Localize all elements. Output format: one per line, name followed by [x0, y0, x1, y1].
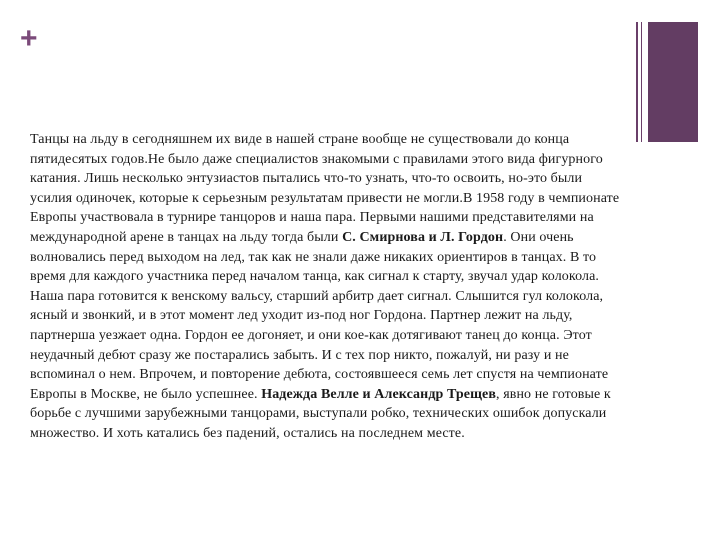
bold-names-velle-treshchev: Надежда Велле и Александр Трещев — [261, 386, 496, 402]
plus-icon: + — [20, 22, 38, 55]
text-part-3: , явно не готовые к борьбе с лучшими зарубежными танцорами, выступали робко, технических ошибок допускали множество. И хоть катались без падений, остались на последнем месте. — [30, 386, 611, 441]
accent-line-right — [641, 22, 642, 142]
bold-names-smirnova-gordon: С. Смирнова и Л. Гордон — [342, 229, 504, 245]
accent-line-left — [636, 22, 638, 142]
body-paragraph — [30, 130, 620, 444]
accent-purple-block — [648, 22, 698, 142]
text-part-1: Танцы на льду в сегодняшнем их виде в нашей стране вообще не существовали до конца пятидесятых годов.Не было даже специалистов знакомыми с правилами этого вида фигурного катания. Лишь несколько энтузиастов пытались что-то узнать, что-то освоить, но-это были усилия одиночек, которые к серьезным результатам привести не могли.В 1958 году в чемпионате Европы участвовала в турнире танцоров и наша пара. Первыми нашими представителями на международной арене в танцах на льду тогда были — [30, 132, 620, 245]
text-part-2: . Они очень волновались перед выходом на лед, так как не знали даже никаких ориентиров в танцах. В то время для каждого участника перед началом танца, как сигнал к старту, звучал удар колокола. Наша пара готовится к венскому вальсу, старший арбитр дает сигнал. Слышится гул колокола, ясный и звонкий, и в этот момент лед уходит из-под ног Гордона. Партнер лежит на льду, партнерша уезжает одна. Гордон ее догоняет, и они кое-как дотягивают танец до конца. Этот неудачный дебют сразу же постарались забыть. И с тех пор никто, пожалуй, ни разу и не вспоминал о нем. Впрочем, и повторение дебюта, состоявшееся семь лет спустя на чемпионате Европы в Москве, не было успешнее. — [30, 229, 609, 402]
